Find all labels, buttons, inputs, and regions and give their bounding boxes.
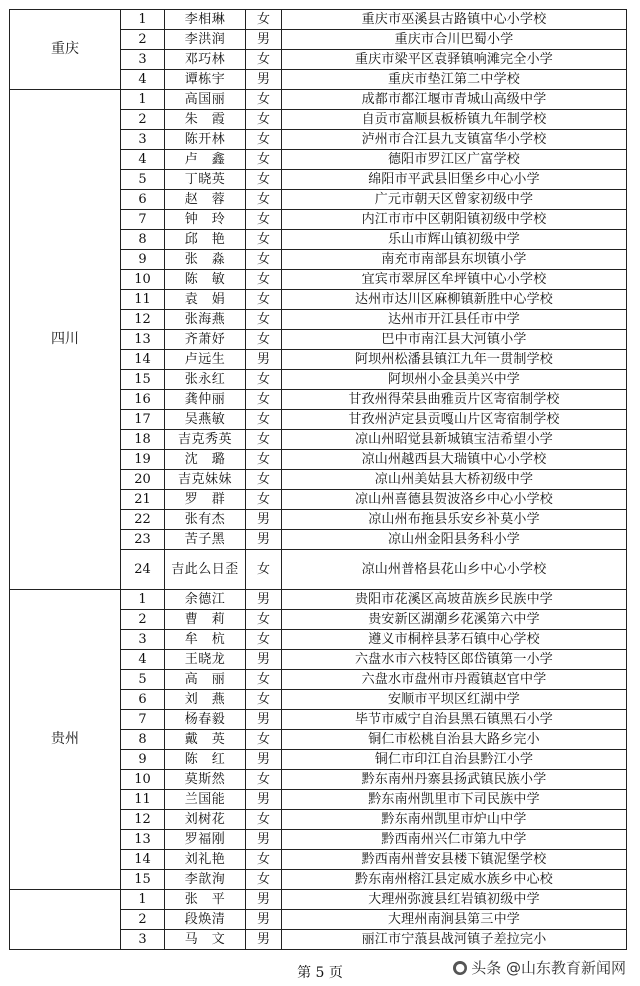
- name-cell: 罗 群: [165, 490, 246, 510]
- school-cell: 凉山州昭觉县新城镇宝洁希望小学: [282, 430, 627, 450]
- gender-cell: 女: [246, 210, 282, 230]
- name-cell: 沈 璐: [165, 450, 246, 470]
- index-cell: 14: [121, 350, 165, 370]
- gender-cell: 男: [246, 650, 282, 670]
- name-cell: 苦子黑: [165, 530, 246, 550]
- gender-cell: 女: [246, 230, 282, 250]
- school-cell: 广元市朝天区曾家初级中学: [282, 190, 627, 210]
- index-cell: 2: [121, 110, 165, 130]
- index-cell: 10: [121, 770, 165, 790]
- gender-cell: 女: [246, 150, 282, 170]
- name-cell: 高 丽: [165, 670, 246, 690]
- school-cell: 六盘水市盘州市丹霞镇赵官中学: [282, 670, 627, 690]
- school-cell: 绵阳市平武县旧堡乡中心小学: [282, 170, 627, 190]
- gender-cell: 女: [246, 610, 282, 630]
- school-cell: 凉山州美姑县大桥初级中学: [282, 470, 627, 490]
- name-cell: 刘 燕: [165, 690, 246, 710]
- table-row: [10, 590, 627, 610]
- index-cell: 1: [121, 10, 165, 30]
- index-cell: 1: [121, 890, 165, 910]
- name-cell: 王晓龙: [165, 650, 246, 670]
- index-cell: 9: [121, 750, 165, 770]
- name-cell: 张有杰: [165, 510, 246, 530]
- gender-cell: 女: [246, 330, 282, 350]
- school-cell: 成都市都江堰市青城山高级中学: [282, 90, 627, 110]
- gender-cell: 女: [246, 870, 282, 890]
- school-cell: 铜仁市松桃自治县大路乡完小: [282, 730, 627, 750]
- name-cell: 高国丽: [165, 90, 246, 110]
- gender-cell: 女: [246, 670, 282, 690]
- index-cell: 2: [121, 30, 165, 50]
- source-watermark: [453, 957, 626, 978]
- school-cell: 乐山市辉山镇初级中学: [282, 230, 627, 250]
- table-row: [10, 10, 627, 30]
- school-cell: 六盘水市六枝特区郎岱镇第一小学: [282, 650, 627, 670]
- province-cell: 贵州: [10, 590, 121, 890]
- school-cell: 黔西南州普安县楼下镇泥堡学校: [282, 850, 627, 870]
- gender-cell: 男: [246, 910, 282, 930]
- gender-cell: 女: [246, 450, 282, 470]
- school-cell: 泸州市合江县九支镇富华小学校: [282, 130, 627, 150]
- school-cell: 贵安新区湖潮乡花溪第六中学: [282, 610, 627, 630]
- gender-cell: 女: [246, 190, 282, 210]
- name-cell: 谭栋宇: [165, 70, 246, 90]
- name-cell: 吉克秀英: [165, 430, 246, 450]
- index-cell: 4: [121, 650, 165, 670]
- gender-cell: 女: [246, 390, 282, 410]
- school-cell: 凉山州布拖县乐安乡补莫小学: [282, 510, 627, 530]
- name-cell: 戴 英: [165, 730, 246, 750]
- name-cell: 卢远生: [165, 350, 246, 370]
- gender-cell: 男: [246, 710, 282, 730]
- gender-cell: 女: [246, 490, 282, 510]
- name-cell: 刘树花: [165, 810, 246, 830]
- name-cell: 陈 敏: [165, 270, 246, 290]
- name-cell: 罗福刚: [165, 830, 246, 850]
- gender-cell: 男: [246, 590, 282, 610]
- gender-cell: 男: [246, 530, 282, 550]
- name-cell: 陈开林: [165, 130, 246, 150]
- name-cell: 张海燕: [165, 310, 246, 330]
- name-cell: 张 淼: [165, 250, 246, 270]
- gender-cell: 女: [246, 130, 282, 150]
- gender-cell: 男: [246, 790, 282, 810]
- name-cell: 卢 鑫: [165, 150, 246, 170]
- school-cell: 自贡市富顺县板桥镇九年制学校: [282, 110, 627, 130]
- gender-cell: 女: [246, 50, 282, 70]
- watermark-text: 头条 @山东教育新闻网: [471, 959, 626, 977]
- index-cell: 8: [121, 230, 165, 250]
- index-cell: 2: [121, 610, 165, 630]
- index-cell: 12: [121, 810, 165, 830]
- province-cell: 重庆: [10, 10, 121, 90]
- school-cell: 黔西南州兴仁市第九中学: [282, 830, 627, 850]
- gender-cell: 男: [246, 350, 282, 370]
- index-cell: 24: [121, 550, 165, 590]
- school-cell: 内江市市中区朝阳镇初级中学校: [282, 210, 627, 230]
- gender-cell: 男: [246, 930, 282, 950]
- school-cell: 贵阳市花溪区高坡苗族乡民族中学: [282, 590, 627, 610]
- school-cell: 德阳市罗江区广富学校: [282, 150, 627, 170]
- index-cell: 19: [121, 450, 165, 470]
- school-cell: 宜宾市翠屏区牟坪镇中心小学校: [282, 270, 627, 290]
- gender-cell: 女: [246, 270, 282, 290]
- school-cell: 遵义市桐梓县茅石镇中心学校: [282, 630, 627, 650]
- index-cell: 14: [121, 850, 165, 870]
- gender-cell: 女: [246, 630, 282, 650]
- name-cell: 张 平: [165, 890, 246, 910]
- gender-cell: 女: [246, 290, 282, 310]
- name-cell: 杨春毅: [165, 710, 246, 730]
- index-cell: 13: [121, 830, 165, 850]
- name-cell: 朱 霞: [165, 110, 246, 130]
- name-cell: 陈 红: [165, 750, 246, 770]
- school-cell: 黔东南州丹寨县扬武镇民族小学: [282, 770, 627, 790]
- school-cell: 凉山州普格县花山乡中心小学校: [282, 550, 627, 590]
- gender-cell: 女: [246, 410, 282, 430]
- gender-cell: 男: [246, 30, 282, 50]
- index-cell: 12: [121, 310, 165, 330]
- index-cell: 6: [121, 690, 165, 710]
- gender-cell: 女: [246, 250, 282, 270]
- name-cell: 余德江: [165, 590, 246, 610]
- index-cell: 20: [121, 470, 165, 490]
- index-cell: 4: [121, 70, 165, 90]
- name-cell: 邱 艳: [165, 230, 246, 250]
- gender-cell: 女: [246, 850, 282, 870]
- name-cell: 张永红: [165, 370, 246, 390]
- table-row: [10, 890, 627, 910]
- gender-cell: 女: [246, 110, 282, 130]
- school-cell: 凉山州金阳县务科小学: [282, 530, 627, 550]
- school-cell: 丽江市宁蒗县战河镇子差拉完小: [282, 930, 627, 950]
- school-cell: 阿坝州小金县美兴中学: [282, 370, 627, 390]
- index-cell: 15: [121, 370, 165, 390]
- name-cell: 齐萧妤: [165, 330, 246, 350]
- name-cell: 钟 玲: [165, 210, 246, 230]
- gender-cell: 男: [246, 510, 282, 530]
- index-cell: 3: [121, 930, 165, 950]
- index-cell: 16: [121, 390, 165, 410]
- name-cell: 段焕清: [165, 910, 246, 930]
- school-cell: 毕节市威宁自治县黑石镇黑石小学: [282, 710, 627, 730]
- name-cell: 龚仲丽: [165, 390, 246, 410]
- gender-cell: 女: [246, 170, 282, 190]
- index-cell: 6: [121, 190, 165, 210]
- index-cell: 11: [121, 290, 165, 310]
- index-cell: 7: [121, 710, 165, 730]
- school-cell: 重庆市合川巴蜀小学: [282, 30, 627, 50]
- name-cell: 吴燕敏: [165, 410, 246, 430]
- school-cell: 达州市开江县任市中学: [282, 310, 627, 330]
- index-cell: 5: [121, 170, 165, 190]
- index-cell: 13: [121, 330, 165, 350]
- gender-cell: 女: [246, 550, 282, 590]
- school-cell: 甘孜州泸定县贡嘎山片区寄宿制学校: [282, 410, 627, 430]
- name-cell: 曹 莉: [165, 610, 246, 630]
- index-cell: 23: [121, 530, 165, 550]
- school-cell: 安顺市平坝区红湖中学: [282, 690, 627, 710]
- school-cell: 黔东南州凯里市下司民族中学: [282, 790, 627, 810]
- school-cell: 重庆市巫溪县古路镇中心小学校: [282, 10, 627, 30]
- school-cell: 达州市达川区麻柳镇新胜中心学校: [282, 290, 627, 310]
- source-logo-icon: ●: [453, 961, 467, 975]
- gender-cell: 女: [246, 10, 282, 30]
- gender-cell: 男: [246, 750, 282, 770]
- school-cell: 黔东南州凯里市炉山中学: [282, 810, 627, 830]
- index-cell: 21: [121, 490, 165, 510]
- index-cell: 10: [121, 270, 165, 290]
- school-cell: 南充市南部县东坝镇小学: [282, 250, 627, 270]
- gender-cell: 女: [246, 690, 282, 710]
- index-cell: 3: [121, 130, 165, 150]
- school-cell: 甘孜州得荣县曲雅贡片区寄宿制学校: [282, 390, 627, 410]
- name-cell: 李相琳: [165, 10, 246, 30]
- gender-cell: 女: [246, 370, 282, 390]
- teacher-roster-table: [9, 9, 627, 950]
- index-cell: 11: [121, 790, 165, 810]
- name-cell: 李歆洵: [165, 870, 246, 890]
- index-cell: 5: [121, 670, 165, 690]
- school-cell: 巴中市南江县大河镇小学: [282, 330, 627, 350]
- gender-cell: 女: [246, 730, 282, 750]
- gender-cell: 男: [246, 70, 282, 90]
- index-cell: 3: [121, 630, 165, 650]
- gender-cell: 女: [246, 430, 282, 450]
- gender-cell: 女: [246, 90, 282, 110]
- school-cell: 重庆市垫江第二中学校: [282, 70, 627, 90]
- name-cell: 马 文: [165, 930, 246, 950]
- index-cell: 3: [121, 50, 165, 70]
- name-cell: 吉此么日歪: [165, 550, 246, 590]
- gender-cell: 女: [246, 310, 282, 330]
- name-cell: 丁晓英: [165, 170, 246, 190]
- gender-cell: 女: [246, 770, 282, 790]
- page-number: 第 5 页: [297, 965, 343, 981]
- index-cell: 9: [121, 250, 165, 270]
- school-cell: 凉山州喜德县贺波洛乡中心小学校: [282, 490, 627, 510]
- name-cell: 赵 蓉: [165, 190, 246, 210]
- index-cell: 22: [121, 510, 165, 530]
- roster-body: [10, 10, 627, 950]
- school-cell: 凉山州越西县大瑞镇中心小学校: [282, 450, 627, 470]
- name-cell: 牟 杭: [165, 630, 246, 650]
- school-cell: 黔东南州榕江县定威水族乡中心校: [282, 870, 627, 890]
- school-cell: 大理州南涧县第三中学: [282, 910, 627, 930]
- name-cell: 李洪润: [165, 30, 246, 50]
- index-cell: 1: [121, 90, 165, 110]
- gender-cell: 男: [246, 890, 282, 910]
- index-cell: 2: [121, 910, 165, 930]
- gender-cell: 男: [246, 830, 282, 850]
- school-cell: 铜仁市印江自治县黔江小学: [282, 750, 627, 770]
- index-cell: 1: [121, 590, 165, 610]
- index-cell: 4: [121, 150, 165, 170]
- school-cell: 大理州弥渡县红岩镇初级中学: [282, 890, 627, 910]
- index-cell: 17: [121, 410, 165, 430]
- province-cell: [10, 890, 121, 950]
- index-cell: 8: [121, 730, 165, 750]
- school-cell: 重庆市梁平区袁驿镇响滩完全小学: [282, 50, 627, 70]
- name-cell: 刘礼艳: [165, 850, 246, 870]
- index-cell: 18: [121, 430, 165, 450]
- name-cell: 袁 娟: [165, 290, 246, 310]
- school-cell: 阿坝州松潘县镇江九年一贯制学校: [282, 350, 627, 370]
- index-cell: 15: [121, 870, 165, 890]
- name-cell: 吉克妹妹: [165, 470, 246, 490]
- table-row: [10, 90, 627, 110]
- name-cell: 邓巧林: [165, 50, 246, 70]
- name-cell: 兰国能: [165, 790, 246, 810]
- index-cell: 7: [121, 210, 165, 230]
- name-cell: 莫斯然: [165, 770, 246, 790]
- gender-cell: 女: [246, 470, 282, 490]
- gender-cell: 女: [246, 810, 282, 830]
- province-cell: 四川: [10, 90, 121, 590]
